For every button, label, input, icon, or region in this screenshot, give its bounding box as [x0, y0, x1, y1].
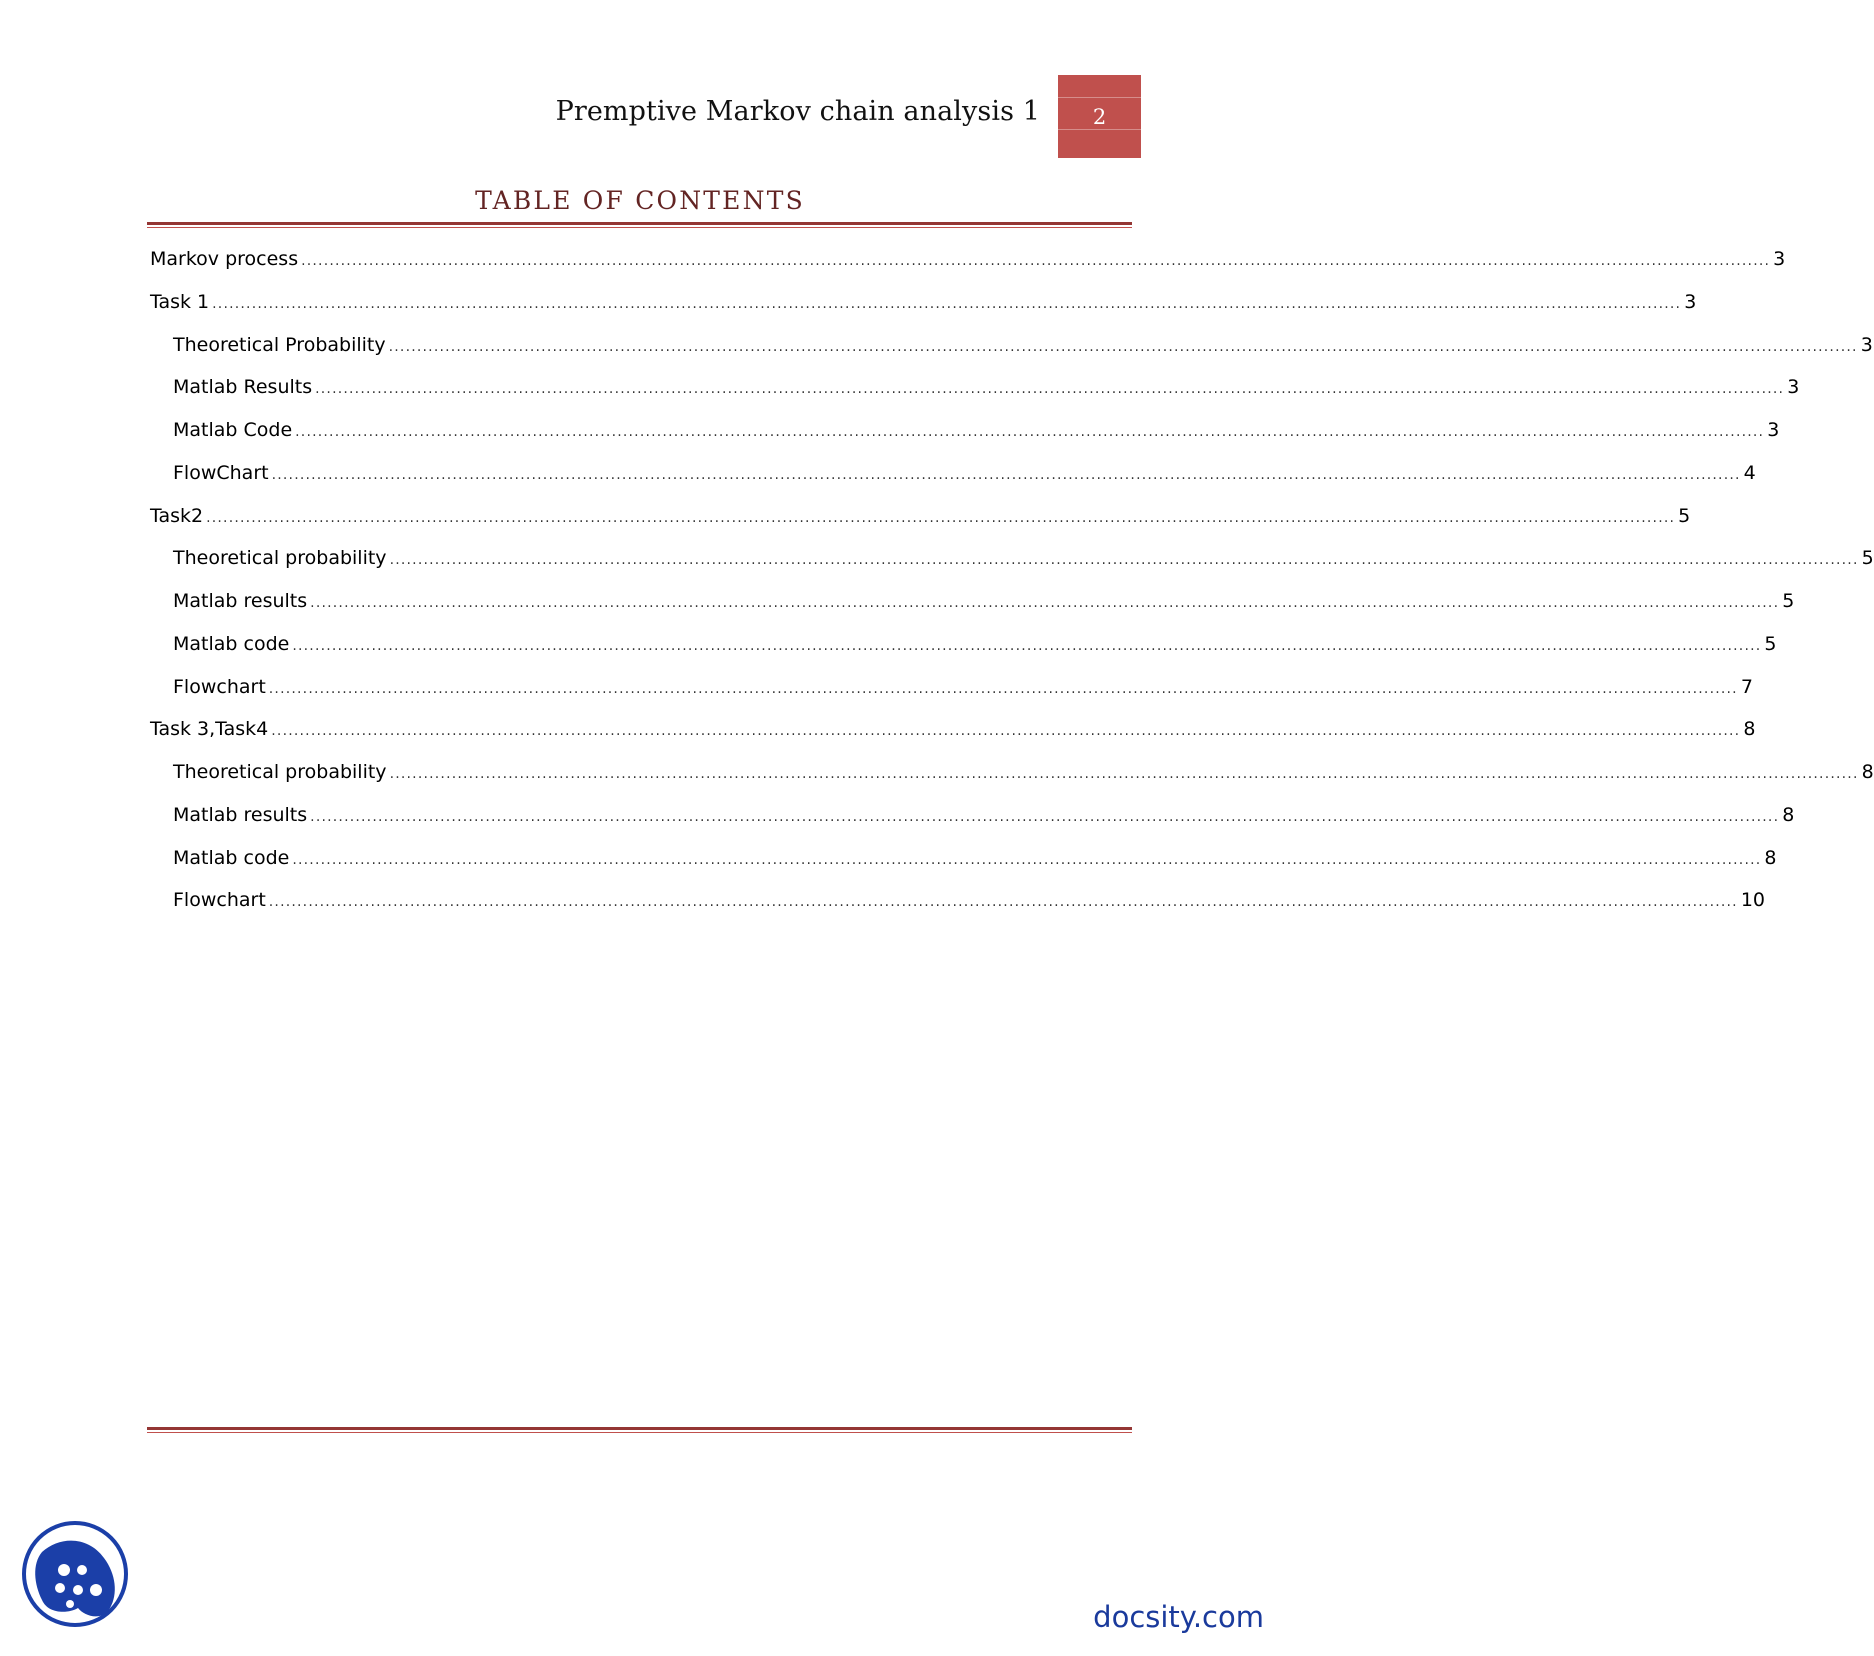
toc-entry[interactable] [150, 376, 1800, 419]
toc-entry[interactable] [150, 590, 1795, 633]
toc-entry-page: 8 [1743, 718, 1756, 741]
toc-dot-leader: .................................................................................................................................................................................................................................................................... [268, 894, 1738, 911]
toc-entry-label: Matlab Results [173, 376, 313, 399]
toc-dot-leader: .................................................................................................................................................................................................................................................................... [295, 424, 1765, 440]
toc-entry-label: Matlab results [173, 803, 308, 826]
toc-entry[interactable] [150, 290, 1697, 334]
toc-entry[interactable] [150, 675, 1753, 719]
toc-entry-page: 4 [1743, 461, 1756, 484]
toc-dot-leader: .................................................................................................................................................................................................................................................................... [389, 552, 1859, 569]
toc-entry[interactable] [150, 504, 1691, 548]
toc-entry-page: 8 [1861, 761, 1874, 783]
toc-entry[interactable] [150, 333, 1873, 377]
toc-dot-leader: .................................................................................................................................................................................................................................................................... [271, 723, 1741, 740]
toc-entry-page: 3 [1767, 419, 1780, 441]
toc-entry-page: 5 [1782, 590, 1795, 612]
toc-dot-leader: .................................................................................................................................................................................................................................................................... [315, 381, 1785, 398]
toc-entry[interactable] [150, 461, 1756, 505]
toc-dot-leader: .................................................................................................................................................................................................................................................................... [388, 338, 1858, 355]
toc-entry-page: 5 [1861, 547, 1874, 570]
toc-entry-page: 7 [1740, 675, 1753, 698]
toc-entry-label: Theoretical Probability [173, 333, 386, 356]
toc-entry-page: 3 [1787, 376, 1800, 399]
toc-entry[interactable] [150, 547, 1874, 590]
toc-dot-leader: .................................................................................................................................................................................................................................................................... [271, 466, 1741, 483]
page-number: 2 [1092, 104, 1107, 129]
toc-entry-label: Task 3,Task4 [150, 718, 269, 741]
toc-entry-page: 5 [1678, 504, 1691, 527]
toc-entry-label: Matlab results [173, 590, 308, 612]
toc-dot-leader: .................................................................................................................................................................................................................................................................... [292, 851, 1762, 868]
toc-entry-label: Matlab code [173, 846, 290, 869]
toc-dot-leader: .................................................................................................................................................................................................................................................................... [268, 680, 1738, 697]
toc-entry-label: Task2 [150, 504, 204, 527]
toc-entry-label: Task 1 [150, 290, 210, 313]
toc-entry-label: Theoretical probability [173, 761, 387, 783]
toc-dot-leader: .................................................................................................................................................................................................................................................................... [206, 509, 1676, 526]
toc-entry-label: Markov process [150, 248, 299, 270]
toc-entry-label: Theoretical probability [173, 547, 387, 570]
toc-dot-leader: .................................................................................................................................................................................................................................................................... [310, 808, 1780, 825]
toc-entry-label: Flowchart [173, 675, 266, 698]
toc-entry-page: 3 [1773, 248, 1786, 270]
toc-entry[interactable] [150, 718, 1756, 761]
header-title: Premptive Markov chain analysis 1 [555, 96, 1040, 127]
toc-entry-label: Matlab code [173, 632, 290, 655]
toc-entry-page: 8 [1782, 803, 1795, 826]
table-of-contents [150, 248, 1874, 932]
heading-rule [147, 222, 1132, 228]
toc-entry-page: 3 [1684, 290, 1697, 313]
toc-entry-label: FlowChart [173, 461, 269, 484]
toc-dot-leader: .................................................................................................................................................................................................................................................................... [292, 637, 1762, 654]
toc-entry-page: 8 [1764, 846, 1777, 869]
toc-heading: TABLE OF CONTENTS [475, 186, 805, 215]
docsity-brand-link[interactable]: docsity.com [1093, 1600, 1264, 1634]
toc-entry-label: Flowchart [173, 889, 266, 912]
toc-dot-leader: .................................................................................................................................................................................................................................................................... [212, 295, 1682, 312]
toc-dot-leader: .................................................................................................................................................................................................................................................................... [301, 253, 1771, 269]
docsity-logo-icon [20, 1518, 130, 1630]
toc-entry-page: 5 [1764, 632, 1777, 655]
toc-dot-leader: .................................................................................................................................................................................................................................................................... [310, 595, 1780, 611]
toc-entry[interactable] [150, 846, 1777, 890]
toc-entry[interactable] [150, 761, 1874, 804]
footer-rule [147, 1427, 1132, 1433]
toc-entry[interactable] [150, 248, 1786, 291]
page-number-box [1058, 75, 1141, 158]
toc-entry[interactable] [150, 632, 1777, 676]
toc-entry[interactable] [150, 419, 1780, 462]
toc-entry-page: 10 [1740, 889, 1766, 912]
toc-entry-page: 3 [1860, 333, 1873, 356]
toc-entry[interactable] [150, 803, 1795, 847]
toc-entry[interactable] [150, 889, 1766, 932]
toc-dot-leader: .................................................................................................................................................................................................................................................................... [389, 766, 1859, 782]
toc-entry-label: Matlab Code [173, 419, 293, 441]
